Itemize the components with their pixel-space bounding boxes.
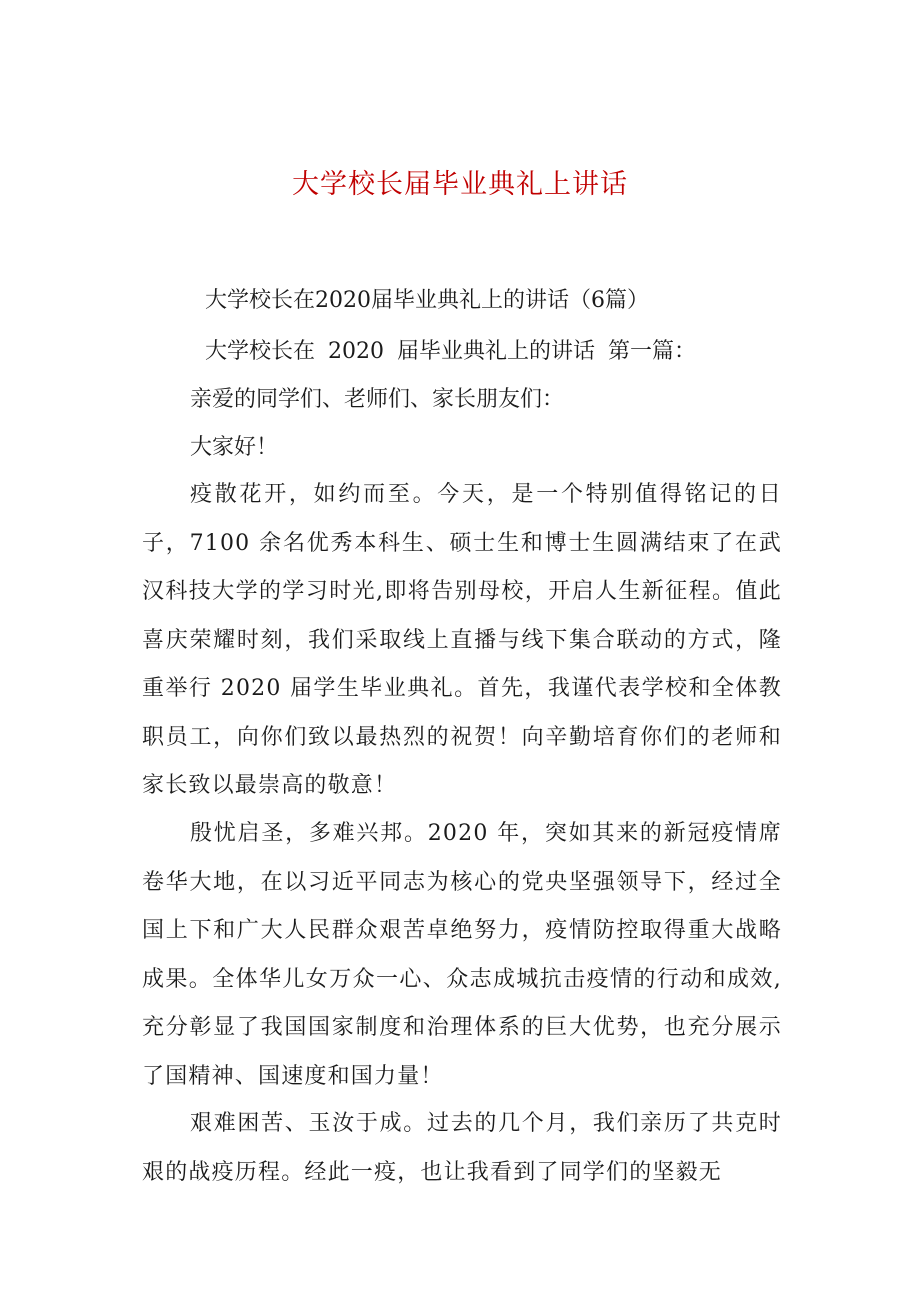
subtitle-line-2: 大学校长在 2020 届毕业典礼上的讲话 第一篇： xyxy=(205,339,696,364)
paragraph-3: 艰难困苦、玉汝于成。过去的几个月，我们亲历了共克时艰的战疫历程。经此一疫，也让我看到了同学们的坚毅无 xyxy=(142,1111,782,1185)
greeting: 大家好！ xyxy=(190,435,279,460)
paragraph-2: 殷忧启圣，多难兴邦。2020 年，突如其来的新冠疫情席卷华大地，在以习近平同志为核心的党央坚强领导下，经过全国上下和广大人民群众艰苦卓绝努力，疫情防控取得重大战略成果。全体华儿女万众一心、众志成城抗击疫情的行动和成效,充分彰显了我国国家制度和治理体系的巨大优势，也充分展示了国精神、国速度和国力量！ xyxy=(142,821,782,1089)
document-title: 大学校长届毕业典礼上讲话 xyxy=(292,169,628,200)
paragraph-1: 疫散花开，如约而至。今天，是一个特别值得铭记的日子，7100 余名优秀本科生、硕士生和博士生圆满结束了在武汉科技大学的学习时光,即将告别母校，开启人生新征程。值此喜庆荣耀时刻，我们采取线上直播与线下集合联动的方式，隆重举行 2020 届学生毕业典礼。首先，我谨代表学校和全体教职员工，向你们致以最热烈的祝贺！向辛勤培育你们的老师和家长致以最崇高的敬意！ xyxy=(142,482,782,798)
salutation: 亲爱的同学们、老师们、家长朋友们： xyxy=(190,387,565,412)
subtitle-line-1: 大学校长在2020届毕业典礼上的讲话（6篇） xyxy=(205,288,649,313)
